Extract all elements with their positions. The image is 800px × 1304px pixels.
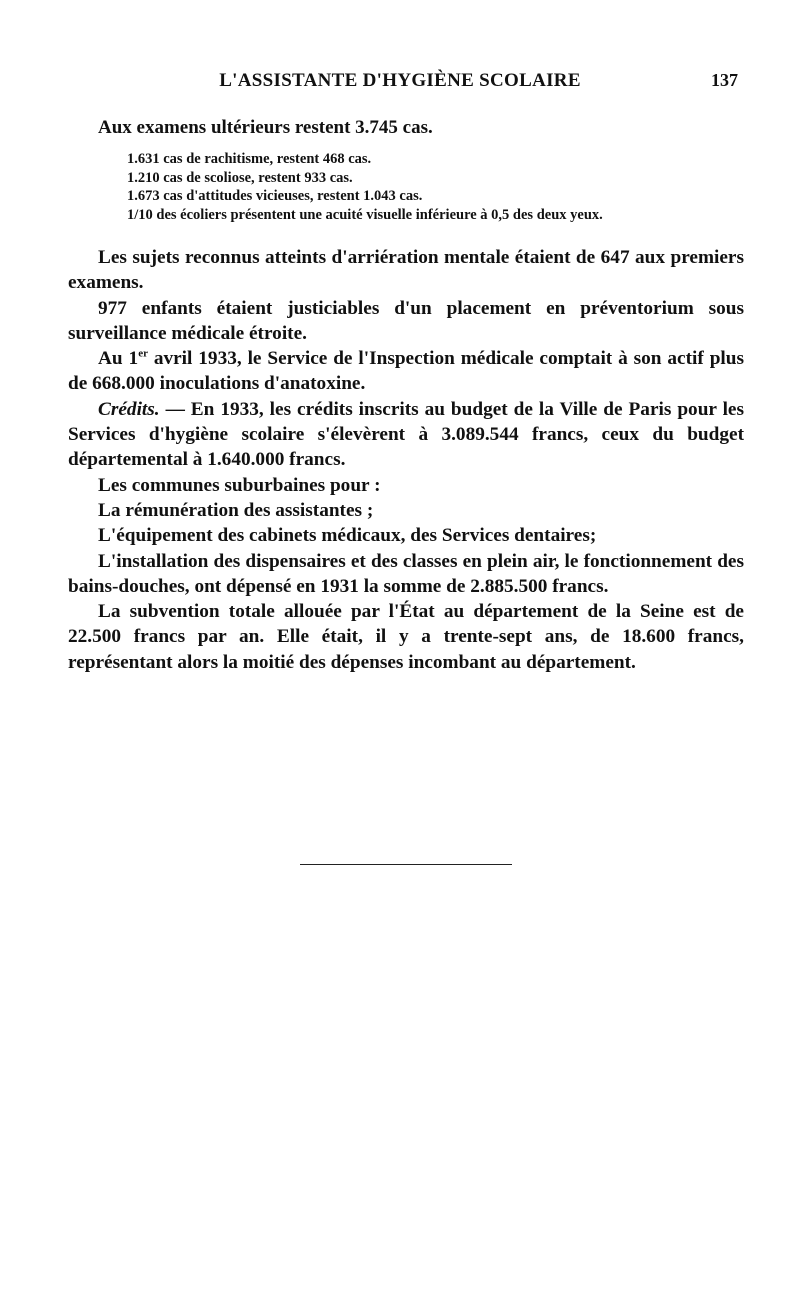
paragraph-inspection bbox=[68, 346, 744, 397]
end-rule-divider bbox=[300, 864, 512, 865]
page-number: 137 bbox=[711, 70, 738, 90]
body-text bbox=[68, 245, 744, 675]
paragraph-arrieration: Les sujets reconnus atteints d'arriération mentale étaient de 647 aux premiers examens. bbox=[68, 247, 744, 294]
paragraph-preventorium: 977 enfants étaient justiciables d'un placement en préventorium sous surveillance médicale étroite. bbox=[68, 297, 744, 344]
intro-line: Aux examens ultérieurs restent 3.745 cas. bbox=[98, 117, 433, 138]
statistics-list bbox=[127, 150, 757, 224]
paragraph-credits-rest: — En 1933, les crédits inscrits au budget de la Ville de Paris pour les Services d'hygiène scolaire s'élevèrent à 3.089.544 francs, ceux du budget départemental à 1.640.000 francs. bbox=[68, 398, 744, 471]
paragraph-installation: L'installation des dispensaires et des classes en plein air, le fonctionnement des bains-douches, ont dépensé en 1931 la somme de 2.885.500 francs. bbox=[68, 550, 744, 597]
paragraph-equipement: L'équipement des cabinets médicaux, des Services dentaires; bbox=[98, 525, 597, 547]
credits-heading: Crédits. bbox=[98, 398, 160, 420]
paragraph-remuneration: La rémunération des assistantes ; bbox=[98, 499, 374, 521]
paragraph-inspection-start: Au 1 bbox=[98, 348, 139, 370]
paragraph-subvention: La subvention totale allouée par l'État au département de la Seine est de 22.500 francs par an. Elle était, il y a trente-sept ans, de 18.600 francs, représentant alors la moitié des dépenses incombant au département. bbox=[68, 601, 744, 673]
stat-line-attitudes: 1.673 cas d'attitudes vicieuses, restent 1.043 cas. bbox=[127, 188, 423, 204]
paragraph-credits bbox=[68, 397, 744, 473]
stat-line-acuite: 1/10 des écoliers présentent une acuité visuelle inférieure à 0,5 des deux yeux. bbox=[127, 206, 603, 223]
running-title: L'ASSISTANTE D'HYGIÈNE SCOLAIRE bbox=[219, 70, 581, 91]
paragraph-inspection-rest: avril 1933, le Service de l'Inspection médicale comptait à son actif plus de 668.000 inoculations d'anatoxine. bbox=[68, 348, 745, 395]
ordinal-superscript: er bbox=[138, 347, 148, 360]
stat-line-rachitisme: 1.631 cas de rachitisme, restent 468 cas. bbox=[127, 151, 372, 167]
running-header bbox=[0, 70, 800, 100]
stat-line-scoliose: 1.210 cas de scoliose, restent 933 cas. bbox=[127, 169, 353, 186]
paragraph-communes: Les communes suburbaines pour : bbox=[98, 474, 381, 496]
